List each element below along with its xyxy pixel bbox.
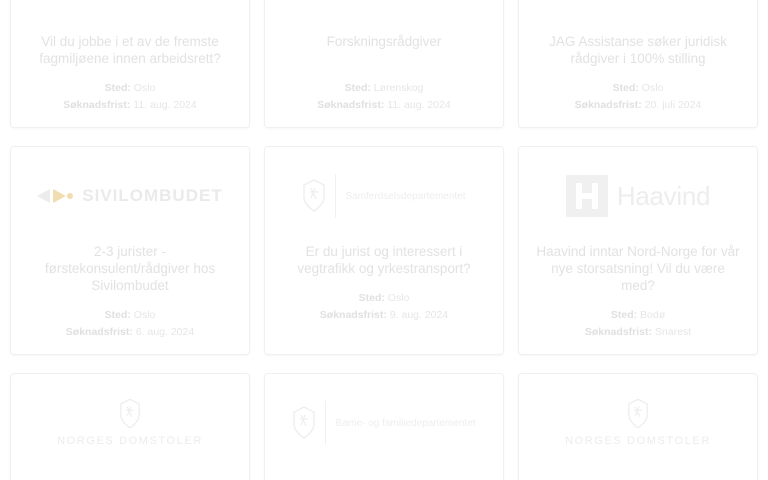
deadline-label: Søknadsfrist: (65, 326, 133, 338)
job-deadline (63, 98, 196, 113)
haavind-wordmark: Haavind (616, 180, 711, 211)
norges-domstoler-wordmark: NORGES DOMSTOLER (57, 435, 203, 447)
deadline-label: Søknadsfrist: (574, 99, 642, 111)
company-logo-area (279, 386, 489, 460)
job-title: 2-3 jurister - førstekonsulent/rådgiver hos Sivilombudet (44, 244, 216, 293)
job-title: Forskningsrådgiver (326, 34, 442, 49)
job-location (105, 81, 156, 96)
job-location (613, 81, 664, 96)
job-deadline (317, 98, 450, 113)
location-label: Sted: (104, 82, 131, 94)
deadline-value: Snarest (654, 326, 692, 338)
barne-og-familiedepartementet-logo (292, 401, 475, 445)
job-card[interactable] (264, 0, 504, 128)
deadline-value: 11. aug. 2024 (133, 99, 197, 111)
job-title: Vil du jobbe i et av de fremste fagmiljøene innen arbeidsrett? (39, 34, 221, 66)
samferdselsdepartementet-wordmark: Samferdselsdepartementet (345, 190, 466, 202)
job-card[interactable] (10, 373, 250, 480)
job-deadline (575, 98, 702, 113)
company-logo-area (533, 159, 743, 233)
deadline-value: 11. aug. 2024 (387, 99, 451, 111)
job-card[interactable] (518, 146, 758, 355)
deadline-label: Søknadsfrist: (319, 309, 387, 321)
company-logo-area (533, 0, 743, 23)
logo-divider (325, 401, 326, 445)
job-deadline (320, 308, 448, 323)
deadline-label: Søknadsfrist: (63, 99, 131, 111)
location-label: Sted: (104, 309, 131, 321)
location-label: Sted: (610, 309, 638, 321)
norges-domstoler-logo (57, 398, 203, 448)
company-logo-area (25, 386, 235, 460)
job-card[interactable] (518, 373, 758, 480)
barne-og-familiedepartementet-wordmark: Barne- og familiedepartementet (335, 417, 476, 429)
job-title: JAG Assistanse søker juridisk rådgiver i 100% stilling (549, 34, 727, 66)
location-value: Bodø (640, 309, 666, 321)
haavind-mark-icon (566, 175, 608, 217)
job-location (359, 291, 410, 306)
haavind-logo (566, 175, 710, 217)
job-location (105, 308, 156, 323)
norwegian-coat-of-arms-icon (119, 398, 141, 430)
job-card[interactable] (10, 0, 250, 128)
job-title: Er du jurist og interessert i vegtrafikk og yrkestransport? (297, 244, 471, 276)
job-deadline (66, 325, 194, 340)
norges-domstoler-wordmark: NORGES DOMSTOLER (565, 435, 711, 447)
company-logo-area (279, 0, 489, 23)
job-location (345, 81, 424, 96)
location-label: Sted: (358, 292, 385, 304)
job-card-grid (10, 0, 758, 480)
job-card[interactable] (264, 373, 504, 480)
deadline-value: 20. juli 2024 (644, 99, 702, 111)
norwegian-coat-of-arms-icon (302, 179, 326, 213)
sivilombudet-mark-icon (37, 186, 73, 206)
location-value: Oslo (133, 82, 156, 94)
company-logo-area (25, 0, 235, 23)
deadline-value: 6. aug. 2024 (135, 326, 195, 338)
logo-divider (335, 174, 336, 218)
samferdselsdepartementet-logo (302, 174, 465, 218)
deadline-value: 9. aug. 2024 (389, 309, 449, 321)
job-location (611, 308, 665, 323)
job-card[interactable] (10, 146, 250, 355)
company-logo-area (25, 159, 235, 233)
job-title: Haavind inntar Nord-Norge for vår nye storsatsning! Vil du være med? (536, 244, 740, 293)
sivilombudet-wordmark: SIVILOMBUDET (82, 186, 223, 205)
location-label: Sted: (612, 82, 639, 94)
norges-domstoler-logo (565, 398, 711, 448)
location-value: Oslo (641, 82, 664, 94)
company-logo-area (279, 159, 489, 233)
location-value: Oslo (387, 292, 410, 304)
deadline-label: Søknadsfrist: (317, 99, 385, 111)
job-card[interactable] (518, 0, 758, 128)
job-card[interactable] (264, 146, 504, 355)
location-value: Oslo (133, 309, 156, 321)
job-deadline (585, 325, 691, 340)
company-logo-area (533, 386, 743, 460)
norwegian-coat-of-arms-icon (292, 406, 316, 440)
norwegian-coat-of-arms-icon (627, 398, 649, 430)
location-label: Sted: (344, 82, 371, 94)
deadline-label: Søknadsfrist: (584, 326, 652, 338)
location-value: Lørenskog (373, 82, 424, 94)
sivilombudet-logo (37, 186, 222, 206)
